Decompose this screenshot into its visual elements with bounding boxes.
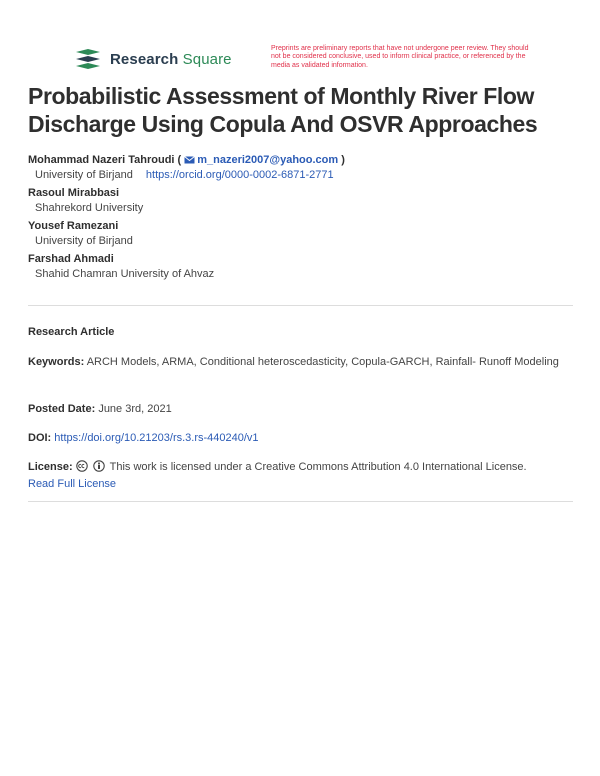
author-item: [28, 252, 576, 282]
author-name: Mohammad Nazeri Tahroudi: [28, 154, 175, 166]
keywords: [28, 354, 573, 371]
author-affiliation: Shahid Chamran University of Ahvaz: [35, 268, 215, 280]
research-square-logo[interactable]: [74, 48, 232, 70]
attribution-icon: [93, 460, 105, 472]
research-square-logo-icon: [74, 48, 102, 70]
author-name: Rasoul Mirabbasi: [28, 187, 120, 199]
logo-brand-bold: Research: [110, 50, 179, 68]
author-email-link[interactable]: m_nazeri2007@yahoo.com: [197, 154, 339, 166]
license: [28, 459, 573, 493]
orcid-link[interactable]: https://orcid.org/0000-0002-6871-2771: [145, 169, 334, 181]
license-label: License:: [28, 461, 73, 473]
posted-date: [28, 401, 573, 418]
keywords-value: ARCH Models, ARMA, Conditional heteroscedasticity, Copula-GARCH, Rainfall- Runoff Modeling: [86, 356, 559, 368]
mail-icon: [184, 156, 195, 164]
author-affiliation: University of Birjand: [35, 235, 133, 247]
author-name: Yousef Ramezani: [28, 220, 119, 232]
author-item: [28, 219, 576, 249]
author-affiliation-line: [28, 168, 576, 183]
logo-text: [110, 51, 232, 68]
author-item: [28, 153, 576, 183]
doi-label: DOI:: [28, 432, 52, 444]
doi: [28, 430, 573, 447]
preprint-notice: Preprints are preliminary reports that have not undergone peer review. They should not be considered conclusive, used to inform clinical practice, or referenced by the media as validated information.: [271, 45, 529, 69]
author-affiliation: Shahrekord University: [35, 202, 144, 214]
divider: [28, 501, 573, 502]
creative-commons-icon: [76, 460, 88, 472]
author-affiliation: University of Birjand: [35, 169, 133, 181]
author-name: Farshad Ahmadi: [28, 253, 114, 265]
keywords-label: Keywords:: [28, 356, 85, 368]
posted-date-value: June 3rd, 2021: [98, 403, 172, 415]
posted-date-label: Posted Date:: [28, 403, 96, 415]
author-name-line: Mohammad Nazeri Tahroudi ( m_nazeri2007@yahoo.com ): [28, 154, 345, 166]
header: [0, 0, 600, 80]
logo-brand-light: Square: [182, 50, 232, 68]
article-type-label: Research Article: [28, 326, 115, 338]
divider: [28, 305, 573, 306]
doi-link[interactable]: https://doi.org/10.21203/rs.3.rs-440240/v1: [54, 432, 259, 444]
paper-title: Probabilistic Assessment of Monthly River Flow Discharge Using Copula And OSVR Approaches: [28, 83, 538, 137]
author-item: [28, 186, 576, 216]
article-type: [28, 324, 573, 341]
license-text: This work is licensed under a Creative Commons Attribution 4.0 International License.: [109, 461, 527, 473]
author-list: [28, 153, 576, 285]
read-full-license-link[interactable]: Read Full License: [28, 478, 117, 490]
